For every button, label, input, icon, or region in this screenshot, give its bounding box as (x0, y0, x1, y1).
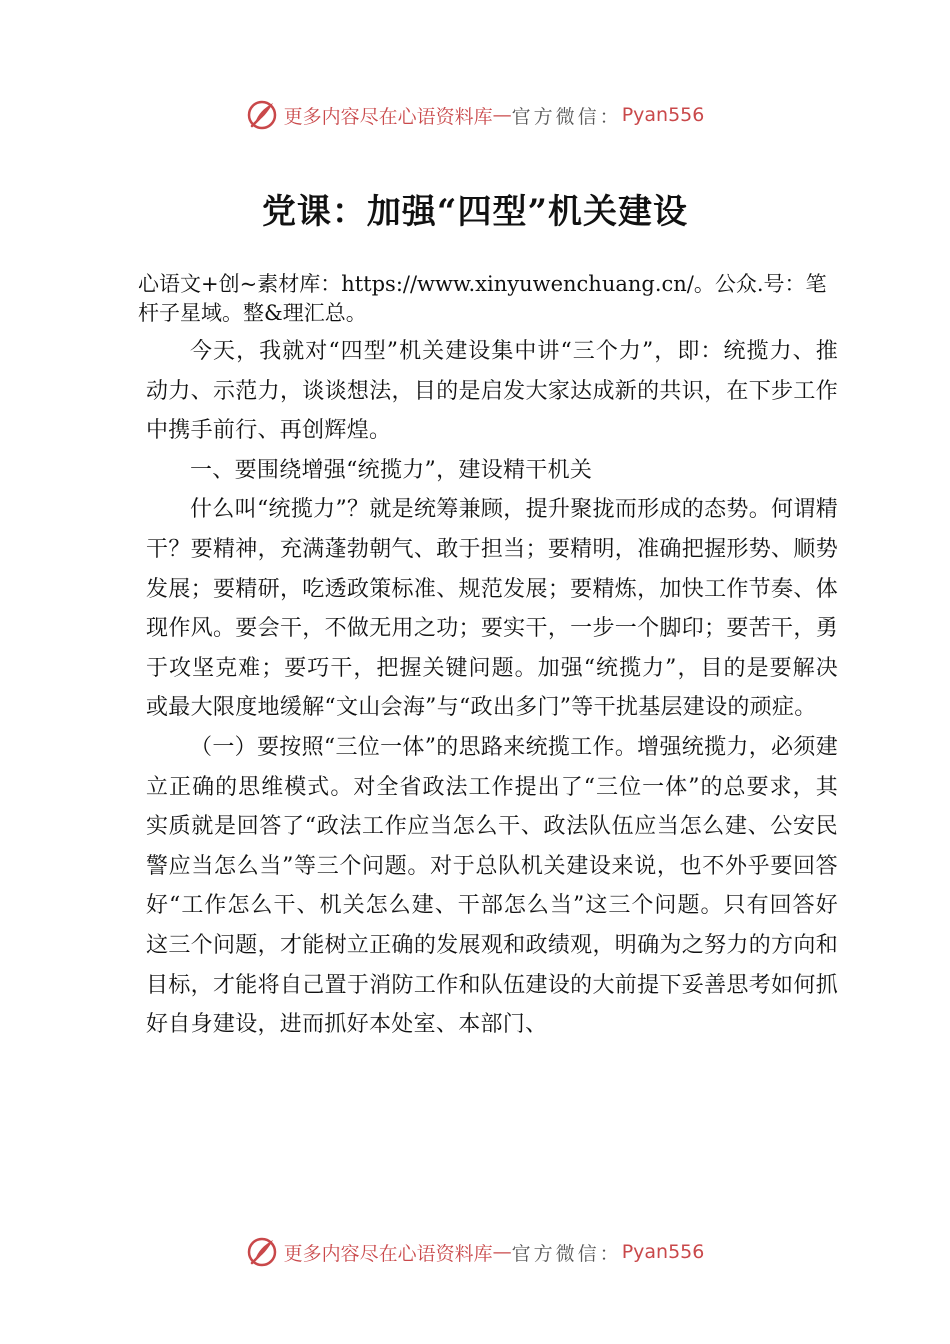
footer-watermark (0, 1232, 950, 1272)
document-body (138, 270, 838, 1045)
watermark-main-text: 更多内容尽在心语资料库 (283, 1242, 493, 1265)
watermark-official-label: 官方微信： (511, 1242, 622, 1265)
watermark-separator: — (492, 104, 512, 126)
watermark-separator: — (492, 1241, 512, 1263)
watermark-wechat-id: Pyan556 (621, 104, 705, 126)
body-paragraph: 什么叫“统揽力”？就是统筹兼顾，提升聚拢而形成的态势。何谓精干？要精神，充满蓬勃朝气、敢于担当；要精明，准确把握形势、顺势发展；要精研，吃透政策标准、规范发展；要精炼，加快工作节奏、体现作风。要会干，不做无用之功；要实干，一步一个脚印；要苦干，勇于攻坚克难；要巧干，把握关键问题。加强“统揽力”，目的是要解决或最大限度地缓解“文山会海”与“政出多门”等干扰基层建设的顽症。 (146, 497, 838, 721)
watermark-main-text: 更多内容尽在心语资料库 (283, 105, 493, 128)
watermark-official-label: 官方微信： (511, 105, 622, 128)
watermark-wechat-id: Pyan556 (621, 1241, 705, 1263)
source-meta-line: 心语文+创~素材库：https://www.xinyuwenchuang.cn/。公众.号：笔杆子星域。整&理汇总。 (138, 272, 827, 325)
feather-pen-logo-icon (246, 99, 278, 131)
document-title: 党课：加强“四型”机关建设 (261, 192, 689, 232)
intro-paragraph: 今天，我就对“四型”机关建设集中讲“三个力”，即：统揽力、推动力、示范力，谈谈想法，目的是启发大家达成新的共识，在下步工作中携手前行、再创辉煌。 (146, 339, 838, 444)
section-heading: 一、要围绕增强“统揽力”，建设精干机关 (190, 457, 593, 483)
header-watermark (0, 95, 950, 135)
body-paragraph: （一）要按照“三位一体”的思路来统揽工作。增强统揽力，必须建立正确的思维模式。对全省政法工作提出了“三位一体”的总要求，其实质就是回答了“政法工作应当怎么干、政法队伍应当怎么建、公安民警应当怎么当”等三个问题。对于总队机关建设来说，也不外乎要回答好“工作怎么干、机关怎么建、干部怎么当”这三个问题。只有回答好这三个问题，才能树立正确的发展观和政绩观，明确为之努力的方向和目标，才能将自己置于消防工作和队伍建设的大前提下妥善思考如何抓好自身建设，进而抓好本处室、本部门、 (146, 734, 838, 1038)
feather-pen-logo-icon (246, 1236, 278, 1268)
